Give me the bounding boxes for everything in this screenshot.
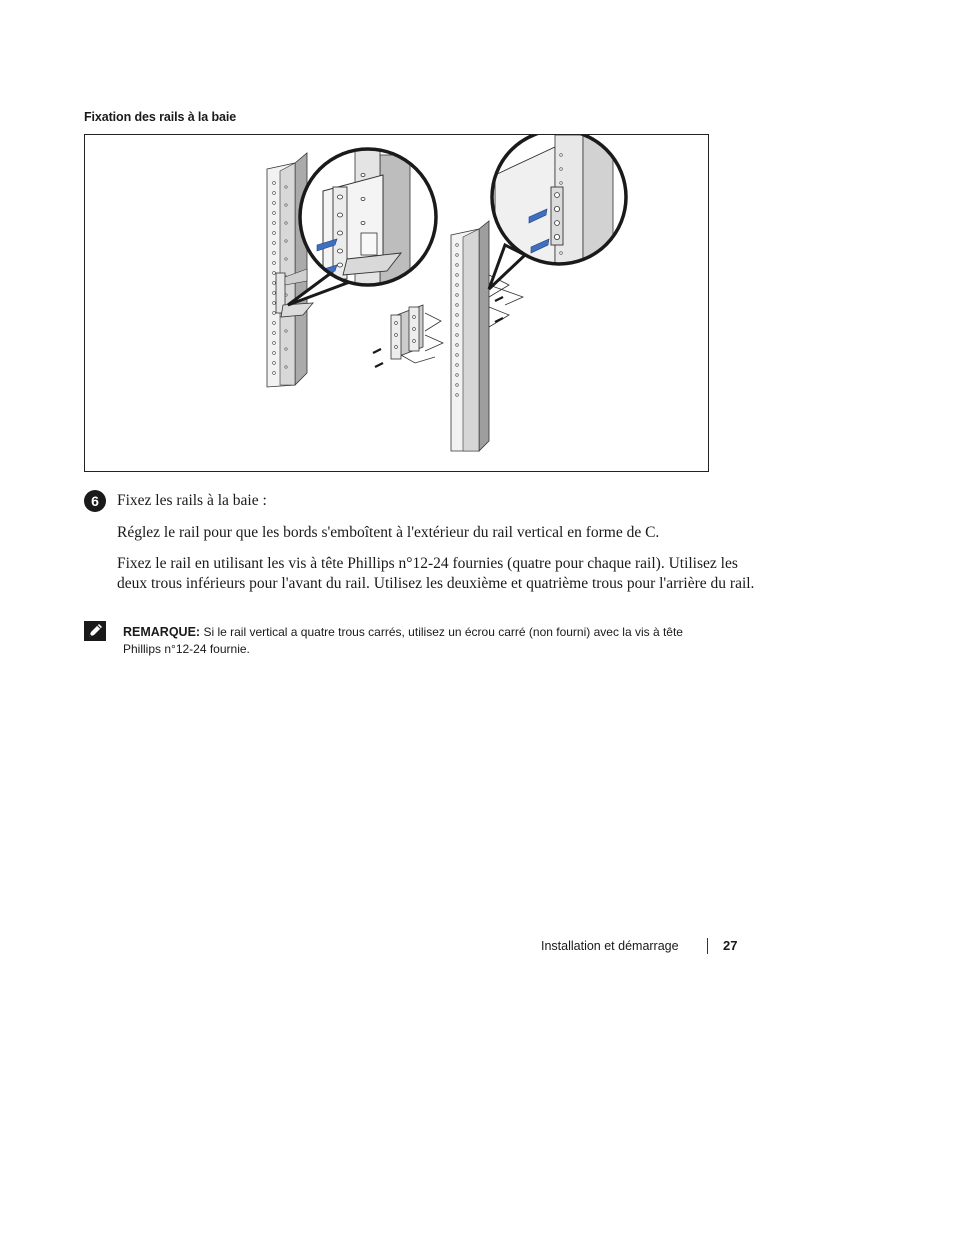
note-pencil-icon	[84, 621, 106, 641]
rail-installation-drawing	[85, 135, 708, 471]
footer-separator	[707, 938, 708, 954]
figure-heading: Fixation des rails à la baie	[84, 110, 237, 124]
step-paragraph-2: Fixez le rail en utilisant les vis à tête Phillips n°12-24 fournies (quatre pour chaque rail). Utilisez les deux trous inférieurs pour l'avant du rail. Utilisez les deuxième et quatrième trous pour l'arrière du rail.	[117, 555, 755, 592]
front-rail-detail-callout	[300, 145, 436, 285]
step-paragraph-1: Réglez le rail pour que les bords s'emboîtent à l'extérieur du rail vertical en forme de C.	[117, 524, 660, 541]
rack-rail-illustration	[84, 134, 709, 472]
rail-bracket	[373, 305, 443, 367]
note-text: Si le rail vertical a quatre trous carrés, utilisez un écrou carré (non fourni) avec la vis à tête Phillips n°12-24 fournie.	[123, 625, 683, 656]
step-title: Fixez les rails à la baie :	[117, 492, 267, 509]
note-label: REMARQUE:	[123, 625, 201, 639]
note-block	[123, 624, 723, 658]
step-number-badge: 6	[84, 490, 106, 512]
page-number: 27	[723, 938, 738, 953]
footer-section-title: Installation et démarrage	[541, 939, 679, 953]
